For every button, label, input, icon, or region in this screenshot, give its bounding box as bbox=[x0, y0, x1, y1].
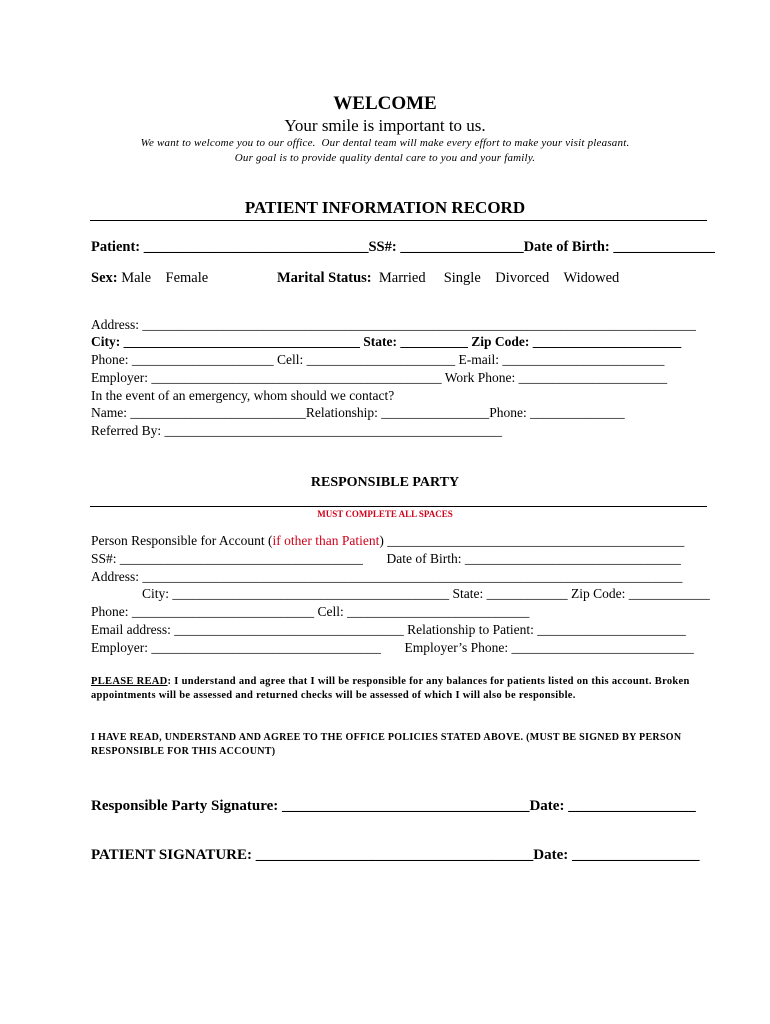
person-responsible-field[interactable] bbox=[91, 533, 684, 549]
patient-signature-field[interactable]: PATIENT SIGNATURE: _____________________________________Date: _________________ bbox=[91, 847, 700, 863]
responsible-signature-field[interactable]: Responsible Party Signature: _________________________________Date: _________________ bbox=[91, 798, 696, 814]
person-responsible-note: if other than Patient bbox=[272, 533, 380, 548]
agreement-notice: I HAVE READ, UNDERSTAND AND AGREE TO THE OFFICE POLICIES STATED ABOVE. (MUST BE SIGNED BY PERSON RESPONSIBLE FOR THIS ACCOUNT) bbox=[91, 732, 682, 757]
patient-record-title: PATIENT INFORMATION RECORD bbox=[244, 198, 526, 217]
rp-phone-cell-field[interactable]: Phone: ___________________________ Cell: ___________________________ bbox=[91, 604, 530, 619]
sex-options[interactable]: Male Female bbox=[121, 270, 209, 286]
please-read-label: PLEASE READ bbox=[91, 676, 168, 687]
ss-dob-field[interactable]: SS#: ____________________________________ Date of Birth: ________________________________ bbox=[91, 551, 681, 566]
section-divider bbox=[90, 506, 707, 507]
must-complete-note: MUST COMPLETE ALL SPACES bbox=[317, 509, 453, 519]
please-read-notice bbox=[91, 675, 691, 703]
employer-field[interactable]: Employer: ___________________________________________ Work Phone: ______________________ bbox=[91, 370, 668, 385]
marital-status-field[interactable] bbox=[277, 270, 619, 287]
rp-city-state-zip-field[interactable]: City: _________________________________________ State: ____________ Zip Code: ____________ bbox=[142, 586, 710, 601]
intro-line-1: We want to welcome you to our office. Our dental team will make every effort to make your visit pleasant. bbox=[140, 137, 630, 149]
marital-status-label: Marital Status: bbox=[277, 270, 372, 286]
person-responsible-label: Person Responsible for Account ( bbox=[91, 533, 273, 548]
welcome-heading: WELCOME bbox=[333, 93, 437, 114]
please-read-text: : I understand and agree that I will be responsible for any balances for patients listed on this account. Broken appointments will be assessed and returned checks will be assessed of which I will also be responsible. bbox=[91, 676, 690, 701]
address-field[interactable]: Address: __________________________________________________________________________________ bbox=[91, 317, 696, 332]
referred-by-field[interactable]: Referred By: __________________________________________________ bbox=[91, 423, 502, 438]
rp-employer-field[interactable]: Employer: __________________________________ Employer’s Phone: ___________________________ bbox=[91, 640, 694, 655]
patient-row-field[interactable]: Patient: _______________________________SS#: _________________Date of Birth: ______________ bbox=[91, 239, 715, 255]
responsible-party-title: RESPONSIBLE PARTY bbox=[310, 475, 460, 490]
tagline: Your smile is important to us. bbox=[284, 116, 486, 135]
sex-field[interactable] bbox=[91, 270, 208, 287]
emergency-contact-field[interactable]: Name: __________________________Relationship: ________________Phone: ______________ bbox=[91, 405, 625, 420]
marital-status-options[interactable]: Married Single Divorced Widowed bbox=[378, 270, 620, 286]
intro-line-2: Our goal is to provide quality dental care to you and your family. bbox=[234, 152, 536, 164]
sex-label: Sex: bbox=[91, 270, 118, 286]
rp-address-field[interactable]: Address: ________________________________________________________________________________ bbox=[91, 569, 683, 584]
city-state-zip-field[interactable]: City: ___________________________________ State: __________ Zip Code: ______________________ bbox=[91, 334, 682, 349]
person-responsible-line[interactable]: ) ____________________________________________ bbox=[379, 533, 685, 548]
rp-email-relationship-field[interactable]: Email address: __________________________________ Relationship to Patient: ______________________ bbox=[91, 622, 686, 637]
section-divider bbox=[90, 220, 707, 221]
emergency-question: In the event of an emergency, whom should we contact? bbox=[91, 388, 395, 403]
phone-cell-email-field[interactable]: Phone: _____________________ Cell: ______________________ E-mail: ________________________ bbox=[91, 352, 665, 367]
